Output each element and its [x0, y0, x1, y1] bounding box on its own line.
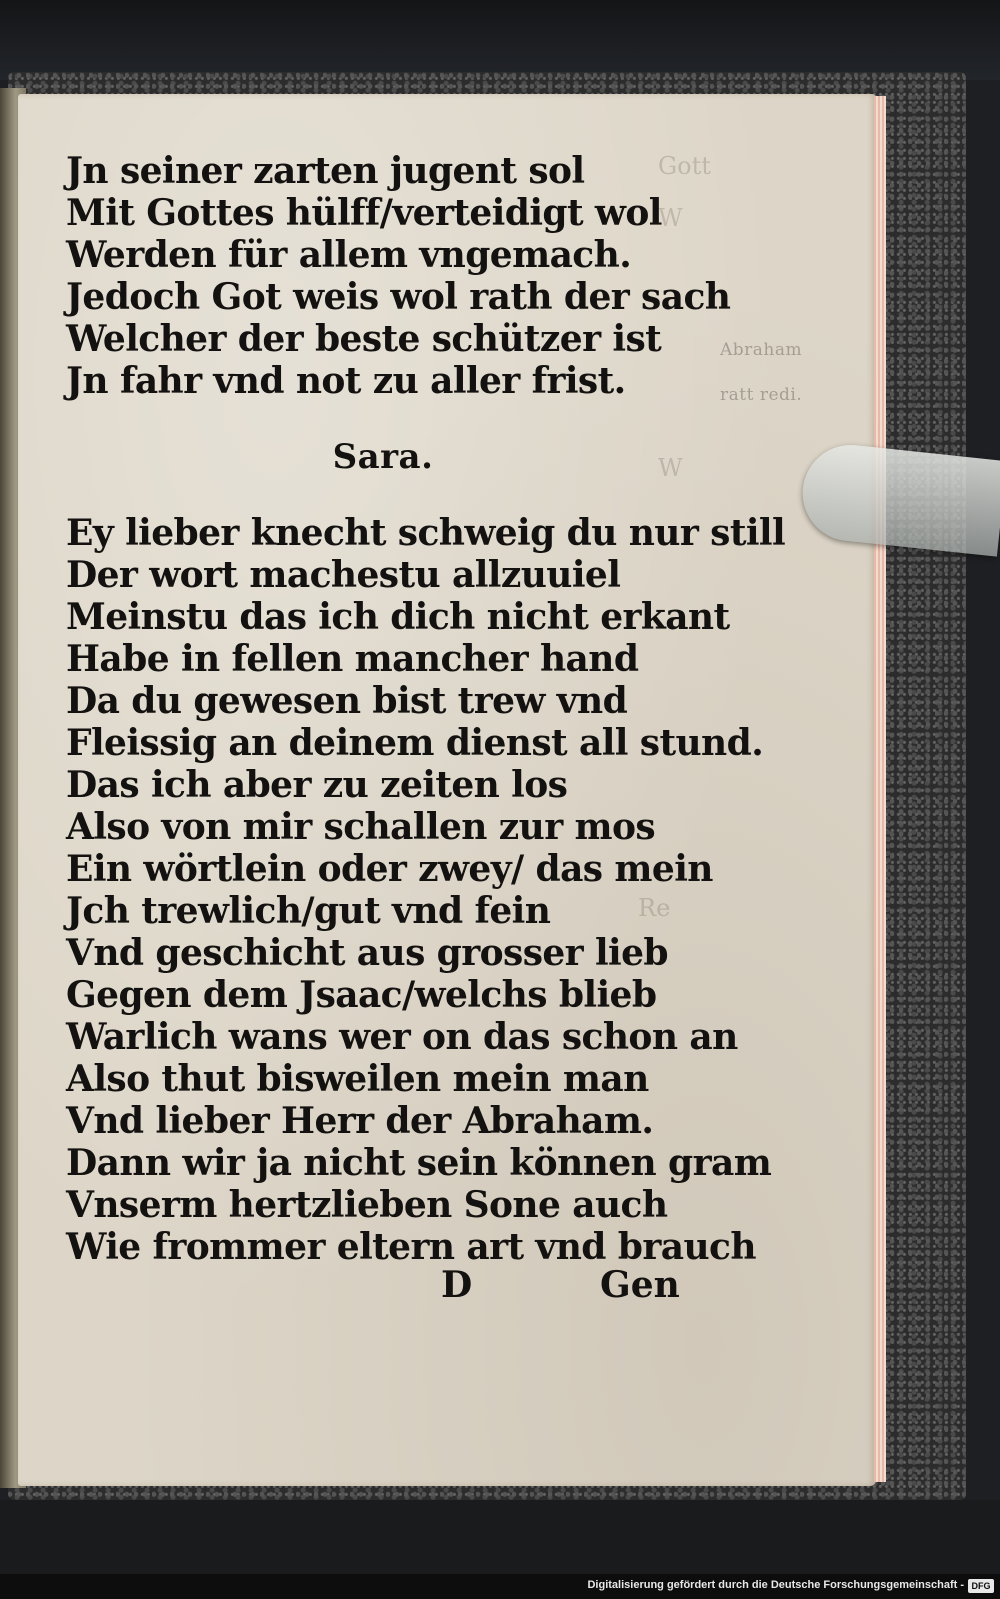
- verse-line: Dann wir ja nicht sein können gram: [66, 1142, 772, 1184]
- page-footer-marks: [0, 1264, 700, 1308]
- verse-line: Vnserm hertzlieben Sone auch: [66, 1184, 668, 1226]
- bottom-background: [0, 1500, 1000, 1574]
- verse-line: Habe in fellen mancher hand: [66, 638, 639, 680]
- verse-line: Jn seiner zarten jugent sol: [66, 150, 585, 192]
- verse-line: Jn fahr vnd not zu aller frist.: [66, 360, 626, 402]
- speaker-heading: Sara.: [332, 437, 434, 477]
- verse-line: Jch trewlich/gut vnd fein: [66, 890, 551, 932]
- verse-line: Also thut bisweilen mein man: [66, 1058, 649, 1100]
- verse-line: Wie frommer eltern art vnd brauch: [66, 1226, 756, 1268]
- verse-line: Da du gewesen bist trew vnd: [66, 680, 628, 722]
- verse-line: Gegen dem Jsaac/welchs blieb: [66, 974, 657, 1016]
- marginal-note-line-1: Abraham: [720, 340, 803, 360]
- top-background: [0, 0, 1000, 80]
- verse-line: Mit Gottes hülff/verteidigt wol: [66, 192, 662, 234]
- verse-line: Ein wörtlein oder zwey/ das mein: [66, 848, 713, 890]
- footer-credit: Digitalisierung gefördert durch die Deutsche Forschungsgemeinschaft -: [587, 1579, 964, 1591]
- verse-line: Jedoch Got weis wol rath der sach: [66, 276, 731, 318]
- verse-line: Der wort machestu allzuuiel: [66, 554, 621, 596]
- verse-line: Warlich wans wer on das schon an: [66, 1016, 738, 1058]
- signature-mark: D: [441, 1264, 473, 1306]
- marginal-note-line-2: ratt redi.: [720, 385, 803, 405]
- verse-line: Ey lieber knecht schweig du nur still: [66, 512, 786, 554]
- verse-line: Also von mir schallen zur mos: [66, 806, 656, 848]
- bleed-through-text: Gott: [658, 152, 711, 180]
- page-edge-right: [874, 96, 886, 1482]
- dfg-logo: DFG: [968, 1579, 994, 1593]
- verse-line: Werden für allem vngemach.: [66, 234, 632, 276]
- bleed-through-text: W: [658, 454, 683, 482]
- bleed-through-text: W: [658, 204, 683, 232]
- catchword: Gen: [600, 1264, 680, 1306]
- verse-line: Fleissig an deinem dienst all stund.: [66, 722, 764, 764]
- verse-line: Vnd lieber Herr der Abraham.: [66, 1100, 654, 1142]
- verse-line: Welcher der beste schützer ist: [66, 318, 662, 360]
- verse-line: Vnd geschicht aus grosser lieb: [66, 932, 668, 974]
- bleed-through-text: Re: [638, 894, 671, 922]
- verse-line: Meinstu das ich dich nicht erkant: [66, 596, 730, 638]
- verse-line: Das ich aber zu zeiten los: [66, 764, 568, 806]
